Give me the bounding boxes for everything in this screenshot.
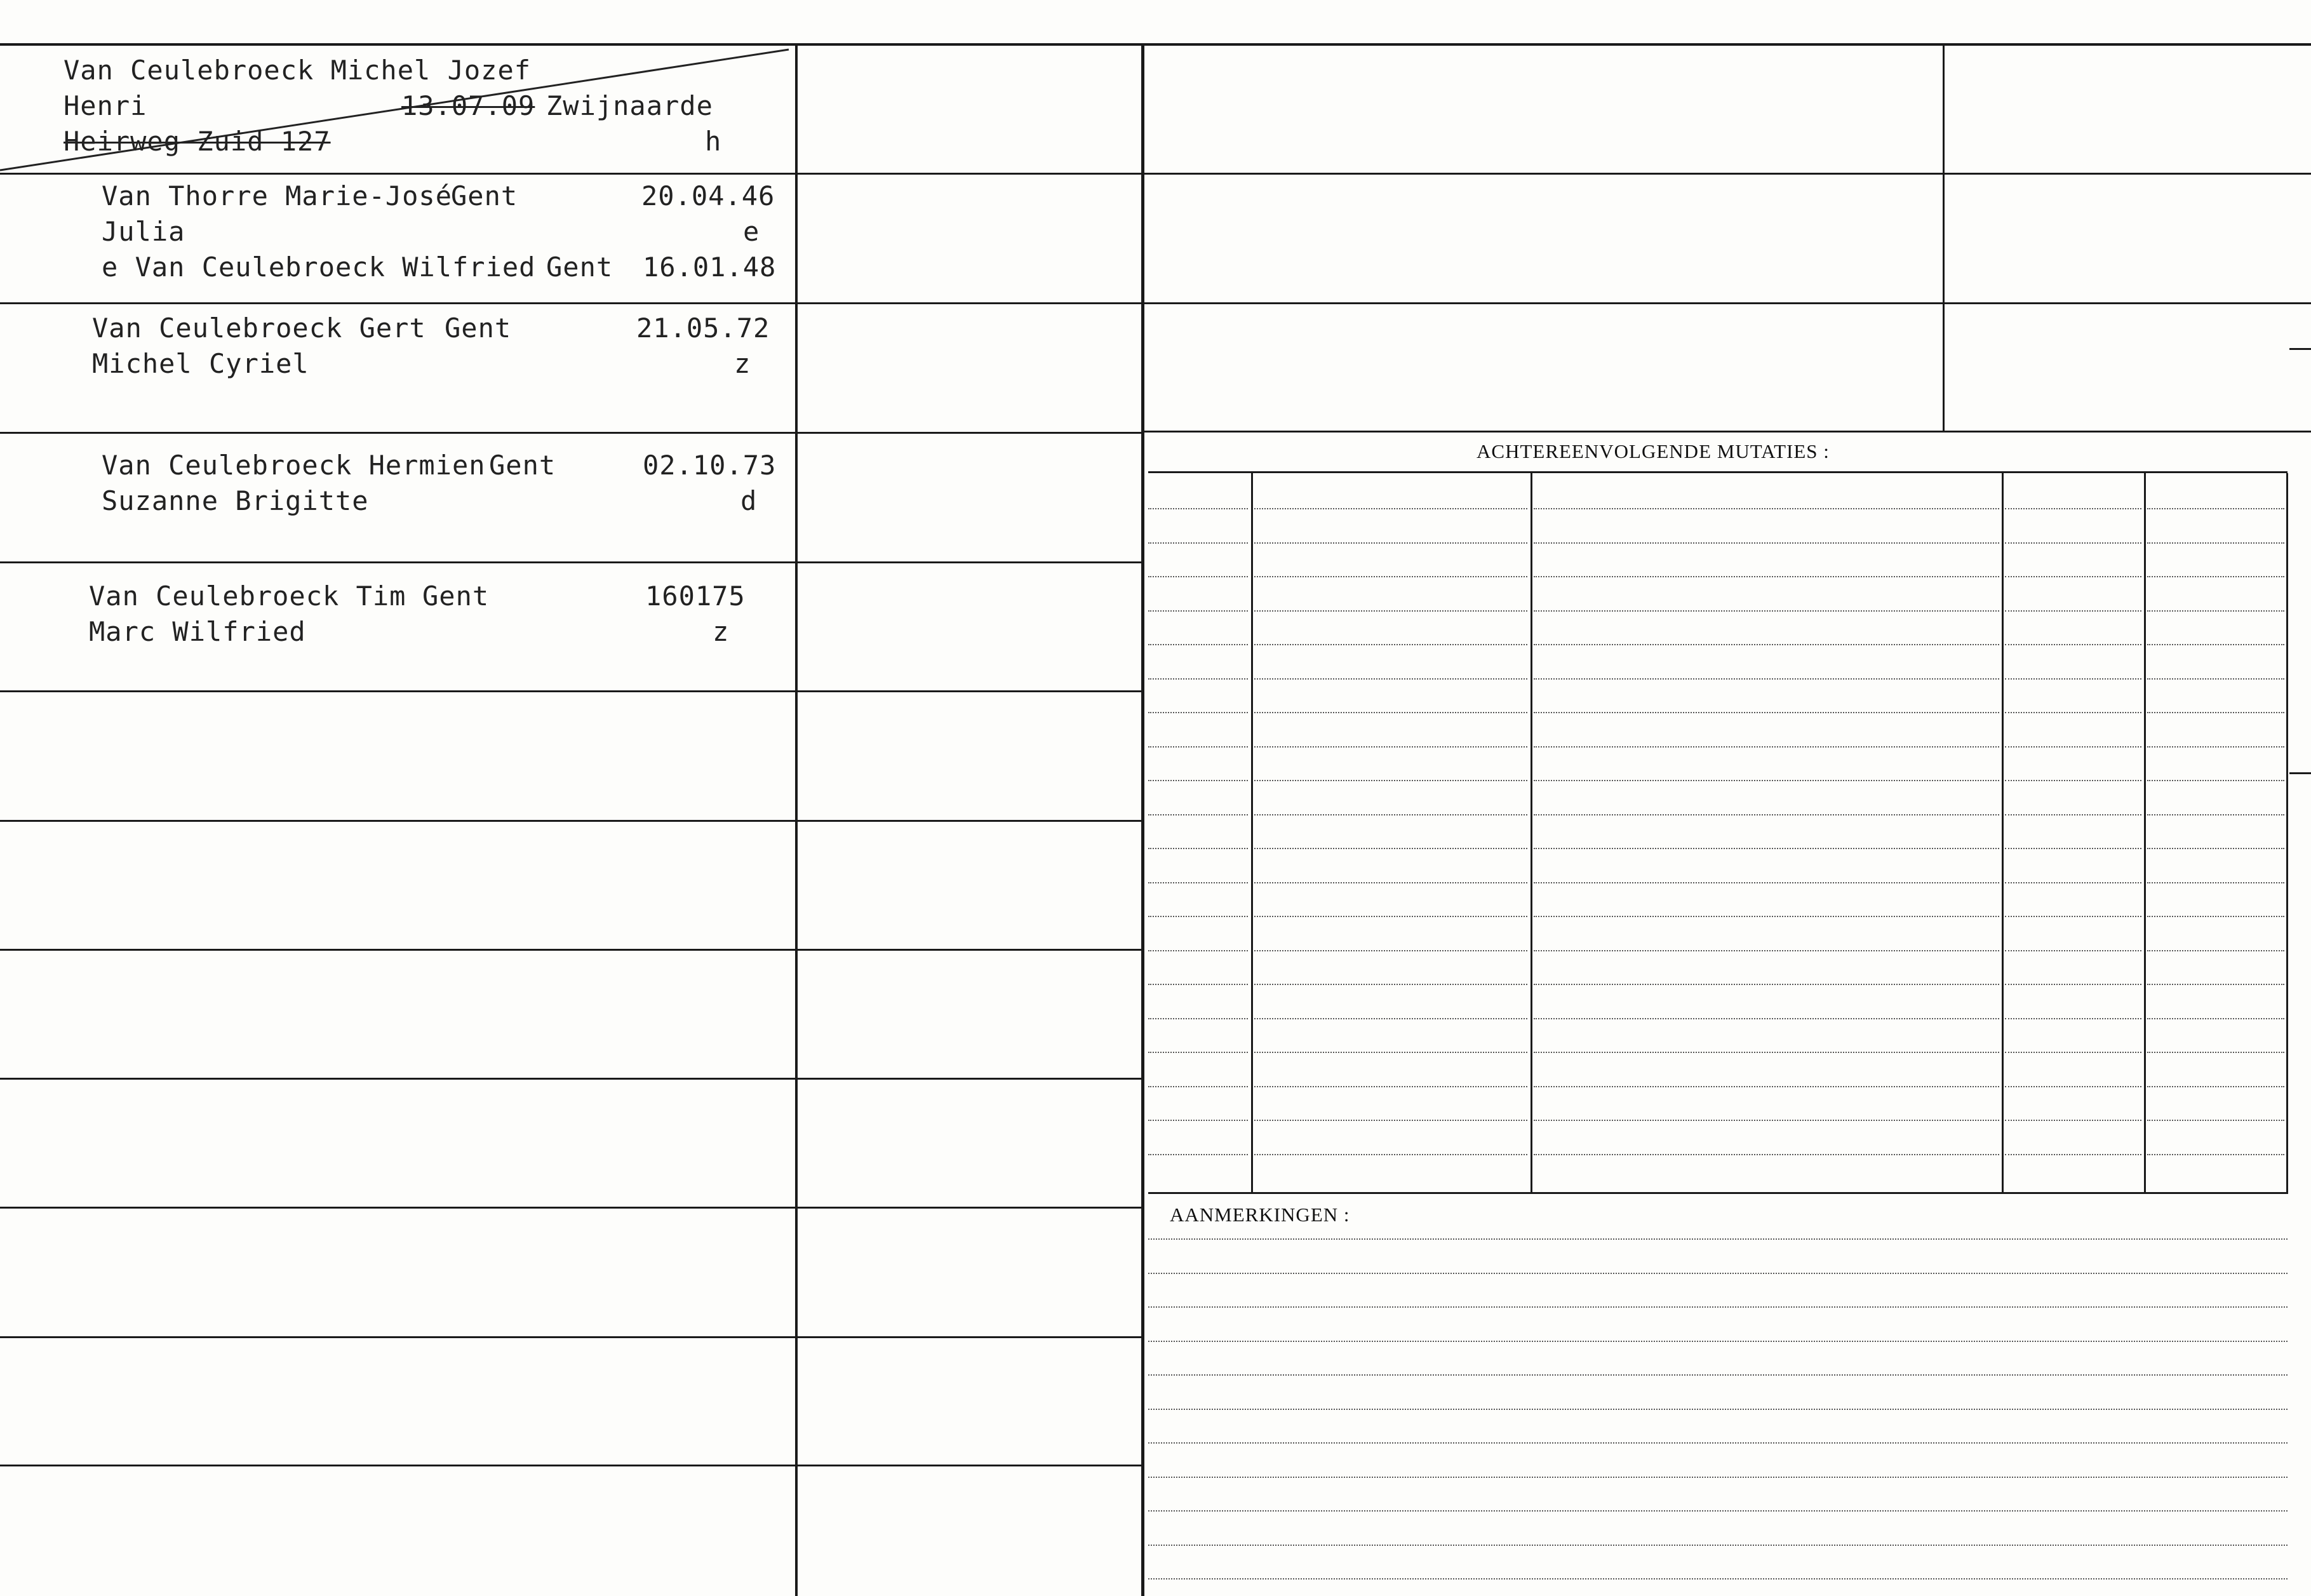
edge-mark xyxy=(2289,348,2311,350)
mutation-row-line xyxy=(1254,746,1527,748)
mutation-row-line xyxy=(1534,1120,1999,1121)
person-4-date: 02.10.73 xyxy=(643,450,777,481)
person-3-name: Van Ceulebroeck Gert xyxy=(92,312,426,344)
mutation-row-line xyxy=(2147,1052,2284,1053)
person-4-code: d xyxy=(740,485,758,516)
mutation-row-line xyxy=(1534,1052,1999,1053)
mutation-row-line xyxy=(2005,678,2141,680)
mutation-row-line xyxy=(1254,814,1527,815)
mutation-row-line xyxy=(2147,1120,2284,1121)
mutation-row-line xyxy=(1254,916,1527,917)
mutation-row-line xyxy=(1148,916,1248,917)
mutation-row-line xyxy=(2005,1018,2141,1019)
mutation-row-line xyxy=(1254,610,1527,612)
mutation-row-line xyxy=(1254,1120,1527,1121)
mutation-row-line xyxy=(2005,780,2141,781)
person-1-code: h xyxy=(705,126,722,157)
mutation-row-line xyxy=(1534,1086,1999,1087)
mutation-row-line xyxy=(1254,508,1527,509)
edge-mark xyxy=(2289,772,2311,774)
mutation-row-line xyxy=(1148,712,1248,713)
person-2-name: Van Thorre Marie-José xyxy=(102,180,453,211)
mutation-row-line xyxy=(1254,576,1527,577)
mutations-col xyxy=(2144,473,2146,1194)
mutation-row-line xyxy=(1148,644,1248,645)
mutation-row-line xyxy=(2005,1154,2141,1155)
remark-row-line xyxy=(1148,1341,2288,1342)
mutation-row-line xyxy=(1254,644,1527,645)
person-4-place: Gent xyxy=(489,450,556,481)
person-2-place: Gent xyxy=(451,180,518,211)
mutation-row-line xyxy=(2147,508,2284,509)
row-line xyxy=(0,561,1143,563)
mutation-row-line xyxy=(1148,780,1248,781)
row-line xyxy=(0,1207,1143,1209)
mutation-row-line xyxy=(2005,644,2141,645)
person-3-given-name: Michel Cyriel xyxy=(92,348,309,379)
right-row-line xyxy=(1143,431,2311,433)
mutation-row-line xyxy=(1534,950,1999,951)
mutation-row-line xyxy=(1254,1052,1527,1053)
mutation-row-line xyxy=(1148,508,1248,509)
person-4-given-name: Suzanne Brigitte xyxy=(102,485,369,516)
mutations-top-line xyxy=(1148,471,2288,473)
mutation-row-line xyxy=(2005,712,2141,713)
mutation-row-line xyxy=(1534,644,1999,645)
mutation-row-line xyxy=(2147,576,2284,577)
remark-row-line xyxy=(1148,1374,2288,1376)
mutation-row-line xyxy=(1254,780,1527,781)
column-divider-3 xyxy=(1943,46,1945,431)
mutation-row-line xyxy=(1254,712,1527,713)
mutation-row-line xyxy=(1148,882,1248,883)
mutation-row-line xyxy=(1254,984,1527,985)
mutation-row-line xyxy=(2005,1052,2141,1053)
mutation-row-line xyxy=(1148,1086,1248,1087)
mutation-row-line xyxy=(2147,848,2284,849)
mutation-row-line xyxy=(1534,882,1999,883)
mutations-col xyxy=(2286,473,2288,1194)
mutations-col xyxy=(1531,473,1532,1194)
row-line xyxy=(0,173,1143,175)
remark-row-line xyxy=(1148,1578,2288,1579)
mutation-row-line xyxy=(2147,882,2284,883)
remark-row-line xyxy=(1148,1510,2288,1512)
row-line xyxy=(0,302,1143,304)
mutation-row-line xyxy=(1534,508,1999,509)
mutation-row-line xyxy=(2005,984,2141,985)
mutations-bottom-line xyxy=(1148,1192,2288,1194)
person-2-spouse-place: Gent xyxy=(546,251,613,283)
right-row-line xyxy=(1143,302,2311,304)
mutation-row-line xyxy=(1534,1018,1999,1019)
mutation-row-line xyxy=(1148,1154,1248,1155)
mutation-row-line xyxy=(2147,780,2284,781)
mutation-row-line xyxy=(1534,542,1999,544)
mutation-row-line xyxy=(2005,610,2141,612)
mutation-row-line xyxy=(2147,542,2284,544)
remark-row-line xyxy=(1148,1477,2288,1478)
mutation-row-line xyxy=(1148,1018,1248,1019)
mutation-row-line xyxy=(1534,814,1999,815)
person-1-given-name: Henri xyxy=(64,90,147,121)
mutation-row-line xyxy=(2147,1086,2284,1087)
mutation-row-line xyxy=(1148,1120,1248,1121)
mutation-row-line xyxy=(2147,644,2284,645)
right-row-line xyxy=(1143,173,2311,175)
mutation-row-line xyxy=(1148,848,1248,849)
person-2-code: e xyxy=(743,216,760,247)
mutation-row-line xyxy=(1534,916,1999,917)
row-line xyxy=(0,820,1143,822)
mutation-row-line xyxy=(2147,916,2284,917)
mutation-row-line xyxy=(2005,848,2141,849)
mutation-row-line xyxy=(2005,542,2141,544)
person-5-name: Van Ceulebroeck Tim xyxy=(89,580,406,612)
remark-row-line xyxy=(1148,1238,2288,1240)
mutation-row-line xyxy=(2147,1154,2284,1155)
mutation-row-line xyxy=(2147,746,2284,748)
person-1-address: Heirweg Zuid 127 xyxy=(64,126,331,157)
mutation-row-line xyxy=(1534,1154,1999,1155)
mutation-row-line xyxy=(2147,610,2284,612)
row-line xyxy=(0,1078,1143,1080)
person-4-name: Van Ceulebroeck Hermien xyxy=(102,450,486,481)
mutation-row-line xyxy=(2005,1120,2141,1121)
mutation-row-line xyxy=(1148,576,1248,577)
row-line xyxy=(0,1465,1143,1466)
person-2-given-name: Julia xyxy=(102,216,185,247)
mutation-row-line xyxy=(2005,916,2141,917)
mutation-row-line xyxy=(2005,576,2141,577)
mutation-row-line xyxy=(1254,950,1527,951)
mutation-row-line xyxy=(1534,678,1999,680)
person-3-date: 21.05.72 xyxy=(636,312,770,344)
remark-row-line xyxy=(1148,1545,2288,1546)
mutation-row-line xyxy=(1148,950,1248,951)
mutation-row-line xyxy=(2147,984,2284,985)
mutation-row-line xyxy=(1148,814,1248,815)
mutation-row-line xyxy=(2147,950,2284,951)
person-5-given-name: Marc Wilfried xyxy=(89,616,306,647)
mutation-row-line xyxy=(1148,984,1248,985)
remark-row-line xyxy=(1148,1442,2288,1444)
mutation-row-line xyxy=(1148,678,1248,680)
mutation-row-line xyxy=(2147,814,2284,815)
person-1-name: Van Ceulebroeck Michel Jozef xyxy=(64,55,532,86)
mutation-row-line xyxy=(1148,610,1248,612)
mutation-row-line xyxy=(1534,848,1999,849)
mutation-row-line xyxy=(1148,542,1248,544)
mutation-row-line xyxy=(2005,746,2141,748)
mutation-row-line xyxy=(2147,678,2284,680)
mutation-row-line xyxy=(1254,1154,1527,1155)
mutation-row-line xyxy=(1534,610,1999,612)
person-3-code: z xyxy=(734,348,751,379)
mutation-row-line xyxy=(1534,780,1999,781)
mutation-row-line xyxy=(1254,882,1527,883)
row-line xyxy=(0,949,1143,951)
mutation-row-line xyxy=(2005,882,2141,883)
person-5-date: 160175 xyxy=(645,580,746,612)
remarks-header: AANMERKINGEN : xyxy=(1170,1204,1350,1226)
mutation-row-line xyxy=(1534,576,1999,577)
mutation-row-line xyxy=(2005,1086,2141,1087)
mutation-row-line xyxy=(2005,814,2141,815)
mutation-row-line xyxy=(1254,1086,1527,1087)
mutation-row-line xyxy=(1254,848,1527,849)
person-1-date: 13.07.09 xyxy=(401,90,535,121)
remark-row-line xyxy=(1148,1409,2288,1410)
row-line xyxy=(0,1336,1143,1338)
mutation-row-line xyxy=(2005,950,2141,951)
mutation-row-line xyxy=(2005,508,2141,509)
mutations-col xyxy=(1251,473,1253,1194)
person-5-code: z xyxy=(713,616,730,647)
mutation-row-line xyxy=(1534,712,1999,713)
mutation-row-line xyxy=(1148,1052,1248,1053)
mutation-row-line xyxy=(1254,542,1527,544)
mutation-row-line xyxy=(1534,746,1999,748)
mutation-row-line xyxy=(2147,712,2284,713)
person-2-spouse-date: 16.01.48 xyxy=(643,251,777,283)
mutation-row-line xyxy=(1254,1018,1527,1019)
mutation-row-line xyxy=(1534,984,1999,985)
mutation-row-line xyxy=(2147,1018,2284,1019)
remark-row-line xyxy=(1148,1273,2288,1274)
person-3-place: Gent xyxy=(445,312,512,344)
remark-row-line xyxy=(1148,1306,2288,1308)
mutations-col xyxy=(2002,473,2004,1194)
row-line xyxy=(0,432,1143,434)
mutations-header: ACHTEREENVOLGENDE MUTATIES : xyxy=(1477,440,1830,462)
mutation-row-line xyxy=(1254,678,1527,680)
person-1-place: Zwijnaarde xyxy=(546,90,713,121)
person-2-spouse: e Van Ceulebroeck Wilfried xyxy=(102,251,536,283)
row-line xyxy=(0,690,1143,692)
person-2-date: 20.04.46 xyxy=(641,180,775,211)
person-5-place: Gent xyxy=(422,580,490,612)
mutation-row-line xyxy=(1148,746,1248,748)
